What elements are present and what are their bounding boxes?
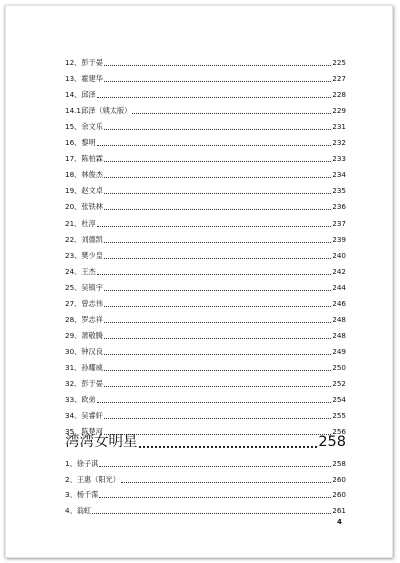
- toc-entry[interactable]: [65, 195, 346, 211]
- leader-dots: [97, 91, 332, 98]
- leader-dots: [104, 300, 331, 307]
- toc-entry-page: 246: [332, 298, 346, 308]
- toc-entry[interactable]: [65, 228, 346, 244]
- toc-entry[interactable]: [65, 244, 346, 260]
- toc-entry-title: 4、翁虹: [65, 506, 92, 516]
- toc-entry[interactable]: [65, 99, 346, 115]
- toc-entry-title: 14、邱泽: [65, 90, 96, 100]
- toc-entry-page: 258: [332, 458, 346, 468]
- toc-entry-page: 254: [332, 395, 346, 405]
- toc-entry-page: 233: [332, 154, 346, 164]
- toc-entry-title: 35、陈楚河: [65, 427, 103, 437]
- toc-entry[interactable]: [65, 163, 346, 179]
- leader-dots: [104, 332, 331, 339]
- leader-dots: [132, 107, 331, 114]
- toc-entry-title: 3、杨千霈: [65, 490, 99, 500]
- section-title: 湾湾女明星: [65, 434, 138, 450]
- toc-entry-page: 228: [332, 90, 346, 100]
- leader-dots: [104, 203, 331, 210]
- toc-entry-page: 240: [332, 250, 346, 260]
- toc-entry-page: 256: [332, 427, 346, 437]
- leader-dots: [104, 171, 331, 178]
- leader-dots: [104, 123, 331, 130]
- toc-entry[interactable]: [65, 260, 346, 276]
- leader-dots: [97, 139, 332, 146]
- toc-entry-page: 248: [332, 330, 346, 340]
- toc-entry-page: 229: [332, 106, 346, 116]
- leader-dots: [139, 436, 318, 448]
- leader-dots: [99, 460, 331, 467]
- toc-entry-page: 239: [332, 234, 346, 244]
- toc-entry[interactable]: [65, 292, 346, 308]
- toc-entry-title: 1、徐子淇: [65, 458, 99, 468]
- toc-entry[interactable]: [65, 211, 346, 227]
- toc-entry[interactable]: [65, 452, 346, 468]
- toc-entry-page: 225: [332, 58, 346, 68]
- toc-entry-page: 227: [332, 74, 346, 84]
- leader-dots: [104, 187, 331, 194]
- toc-entry[interactable]: [65, 67, 346, 83]
- toc-entry-title: 19、赵文卓: [65, 186, 103, 196]
- toc-entry[interactable]: [65, 484, 346, 500]
- toc-entry-title: 33、欧弟: [65, 395, 96, 405]
- toc-entry-page: 260: [332, 490, 346, 500]
- leader-dots: [104, 364, 331, 371]
- leader-dots: [104, 252, 331, 259]
- leader-dots: [104, 284, 331, 291]
- toc-entry-title: 34、吴睿轩: [65, 411, 103, 421]
- toc-entry[interactable]: [65, 340, 346, 356]
- leader-dots: [104, 59, 331, 66]
- toc-entry-title: 30、钟汉良: [65, 346, 103, 356]
- toc-entry-title: 29、萧敬腾: [65, 330, 103, 340]
- toc-entry[interactable]: [65, 372, 346, 388]
- leader-dots: [104, 380, 331, 387]
- toc-entry-title: 18、林俊杰: [65, 170, 103, 180]
- toc-entry-title: 13、霍建华: [65, 74, 103, 84]
- toc-entry[interactable]: [65, 499, 346, 515]
- toc-entry[interactable]: [65, 83, 346, 99]
- toc-entry[interactable]: [65, 276, 346, 292]
- toc-entry-title: 28、罗志祥: [65, 314, 103, 324]
- toc-entry-title: 16、黎明: [65, 138, 96, 148]
- toc-entry-title: 2、王惠（阳光）: [65, 474, 120, 484]
- leader-dots: [121, 476, 331, 483]
- toc-entry-title: 31、孙耀威: [65, 362, 103, 372]
- leader-dots: [104, 236, 331, 243]
- section-page-number: 258: [318, 434, 346, 450]
- toc-list: [65, 51, 346, 436]
- toc-entry[interactable]: [65, 388, 346, 404]
- toc-entry[interactable]: [65, 308, 346, 324]
- toc-entry-page: 249: [332, 346, 346, 356]
- leader-dots: [97, 220, 332, 227]
- leader-dots: [97, 268, 332, 275]
- page-number: 4: [337, 518, 342, 526]
- toc-entry-title: 32、彭于晏: [65, 378, 103, 388]
- toc-section-heading[interactable]: [65, 430, 346, 451]
- toc-entry-title: 21、杜淳: [65, 218, 96, 228]
- leader-dots: [99, 491, 331, 498]
- toc-entry-title: 27、曾志伟: [65, 298, 103, 308]
- toc-entry[interactable]: [65, 147, 346, 163]
- toc-entry-title: 22、刘德凯: [65, 234, 103, 244]
- toc-entry-page: 261: [332, 506, 346, 516]
- toc-entry[interactable]: [65, 404, 346, 420]
- toc-entry-page: 248: [332, 314, 346, 324]
- toc-entry-page: 234: [332, 170, 346, 180]
- toc-entry-title: 17、陈柏霖: [65, 154, 103, 164]
- toc-entry-page: 231: [332, 122, 346, 132]
- toc-entry[interactable]: [65, 324, 346, 340]
- toc-entry-page: 237: [332, 218, 346, 228]
- toc-entry[interactable]: [65, 51, 346, 67]
- toc-entry-title: 14.1邱泽（姨太版）: [65, 106, 132, 116]
- toc-entry[interactable]: [65, 131, 346, 147]
- toc-entry-page: 244: [332, 282, 346, 292]
- leader-dots: [104, 155, 331, 162]
- toc-entry-page: 235: [332, 186, 346, 196]
- document-page: [5, 5, 393, 558]
- leader-dots: [104, 316, 331, 323]
- toc-entry-page: 250: [332, 362, 346, 372]
- leader-dots: [104, 412, 331, 419]
- toc-entry-title: 20、张铁林: [65, 202, 103, 212]
- toc-entry[interactable]: [65, 179, 346, 195]
- toc-entry-page: 236: [332, 202, 346, 212]
- toc-entry-title: 25、吴镇宇: [65, 282, 103, 292]
- toc-entry[interactable]: [65, 468, 346, 484]
- toc-entry-page: 232: [332, 138, 346, 148]
- toc-entry-page: 260: [332, 474, 346, 484]
- toc-section-list: [65, 452, 346, 515]
- toc-entry-title: 12、彭于晏: [65, 58, 103, 68]
- leader-dots: [97, 396, 332, 403]
- toc-entry-title: 15、余文乐: [65, 122, 103, 132]
- toc-entry-page: 255: [332, 411, 346, 421]
- leader-dots: [104, 348, 331, 355]
- toc-entry[interactable]: [65, 356, 346, 372]
- toc-entry-title: 23、樊少皇: [65, 250, 103, 260]
- toc-entry[interactable]: [65, 115, 346, 131]
- toc-entry-page: 252: [332, 378, 346, 388]
- leader-dots: [104, 75, 331, 82]
- toc-entry-page: 242: [332, 266, 346, 276]
- leader-dots: [92, 507, 331, 514]
- toc-entry-title: 24、王杰: [65, 266, 96, 276]
